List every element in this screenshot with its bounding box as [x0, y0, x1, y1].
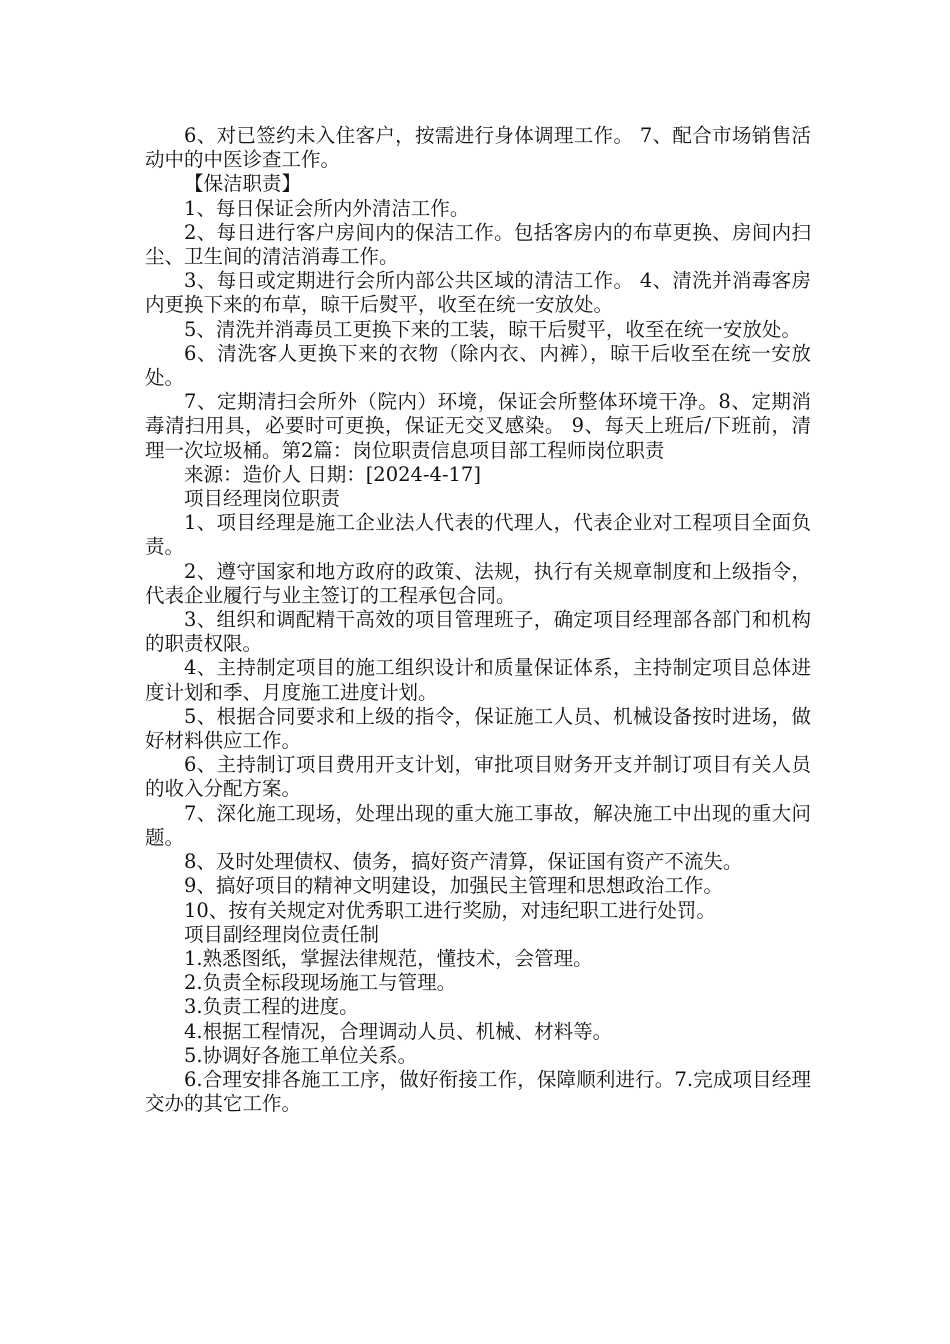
list-item: 1.熟悉图纸，掌握法律规范，懂技术，会管理。	[184, 946, 593, 970]
document-body	[145, 124, 811, 1116]
section-heading-pm: 项目经理岗位职责	[184, 487, 341, 511]
paragraph: 7、定期清扫会所外（院内）环境，保证会所整体环境干净。8、定期消毒清扫用具，必要时可更换，保证无交叉感染。 9、每天上班后/下班前，清理一次垃圾桶。第2篇：岗位职责信息项目部工程师岗位职责	[145, 390, 811, 462]
section-heading-cleaning: 【保洁职责】	[184, 172, 302, 196]
list-item: 6.合理安排各施工工序，做好衔接工作，保障顺利进行。7.完成项目经理交办的其它工作。	[145, 1067, 811, 1116]
paragraph: 9、搞好项目的精神文明建设，加强民主管理和思想政治工作。	[184, 874, 723, 898]
paragraph: 3、每日或定期进行会所内部公共区域的清洁工作。 4、清洗并消毒客房内更换下来的布草，晾干后熨平，收至在统一安放处。	[145, 269, 811, 317]
paragraph: 3、组织和调配精干高效的项目管理班子，确定项目经理部各部门和机构的职责权限。	[145, 608, 811, 656]
paragraph: 1、项目经理是施工企业法人代表的代理人，代表企业对工程项目全面负责。	[145, 511, 811, 559]
list-item: 2.负责全标段现场施工与管理。	[184, 971, 457, 995]
list-item: 4.根据工程情况，合理调动人员、机械、材料等。	[184, 1019, 613, 1043]
list-item: 5.协调好各施工单位关系。	[184, 1043, 418, 1067]
paragraph: 10、按有关规定对优秀职工进行奖励，对违纪职工进行处罚。	[184, 898, 716, 922]
paragraph: 6、主持制订项目费用开支计划，审批项目财务开支并制订项目有关人员的收入分配方案。	[145, 753, 811, 801]
paragraph: 5、根据合同要求和上级的指令，保证施工人员、机械设备按时进场，做好材料供应工作。	[145, 704, 811, 753]
paragraph: 1、每日保证会所内外清洁工作。	[184, 196, 470, 220]
section-heading-deputy-pm: 项目副经理岗位责任制	[184, 922, 380, 946]
paragraph: 5、清洗并消毒员工更换下来的工装，晾干后熨平，收至在统一安放处。	[184, 317, 801, 341]
paragraph: 8、及时处理债权、债务，搞好资产清算，保证国有资产不流失。	[184, 850, 743, 874]
paragraph: 4、主持制定项目的施工组织设计和质量保证体系，主持制定项目总体进度计划和季、月度施工进度计划。	[145, 656, 811, 704]
paragraph: 2、每日进行客户房间内的保洁工作。包括客房内的布草更换、房间内扫尘、卫生间的清洁消毒工作。	[145, 220, 811, 269]
paragraph: 2、遵守国家和地方政府的政策、法规，执行有关规章制度和上级指令，代表企业履行与业主签订的工程承包合同。	[145, 559, 811, 607]
source-date-line: 来源：造价人 日期：[2024-4-17]	[184, 462, 481, 486]
paragraph: 7、深化施工现场，处理出现的重大施工事故，解决施工中出现的重大问题。	[145, 801, 811, 849]
paragraph: 6、对已签约未入住客户，按需进行身体调理工作。 7、配合市场销售活动中的中医诊查工作。	[145, 124, 811, 172]
paragraph: 6、清洗客人更换下来的衣物（除内衣、内裤），晾干后收至在统一安放处。	[145, 341, 811, 390]
list-item: 3.负责工程的进度。	[184, 995, 359, 1019]
